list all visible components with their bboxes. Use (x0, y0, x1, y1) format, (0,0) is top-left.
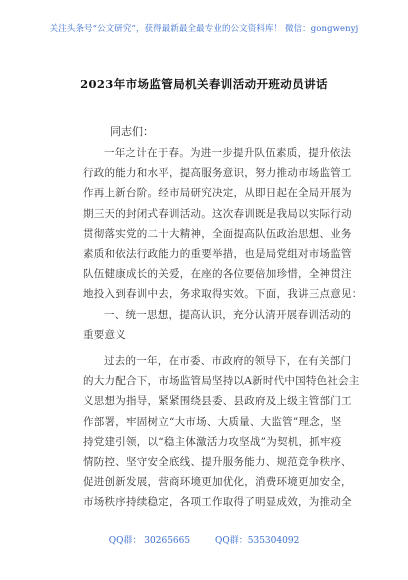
text-line: 情防控、坚守安全底线、提升服务能力、规范竞争秩序、 (83, 456, 352, 469)
footer-qq-group-2: QQ群：535304092 (215, 536, 300, 546)
paragraph-intro (83, 143, 363, 305)
text-line: 过去的一年，在市委、市政府的领导下，在有关部门 (104, 355, 352, 368)
text-line: 作再上新台阶。经市局研究决定，从即日起在全局开展为 (83, 187, 352, 200)
text-line: 促进创新发展，营商环境更加优化，消费环境更加安全， (83, 476, 352, 489)
text-line: 一、统一思想，提高认识，充分认清开展春训活动的 (104, 308, 352, 321)
text-line: 素质和依法行政能力的重要举措，也是局党组对市场监管 (83, 248, 352, 261)
document-body (83, 143, 363, 513)
text-line: 贯彻落实党的二十大精神，全面提高队伍政治思想、业务 (83, 227, 352, 240)
salutation: 同志们： (110, 125, 154, 138)
section-heading-1 (83, 305, 352, 345)
text-line: 期三天的封闭式春训活动。这次春训既是我局以实际行动 (83, 207, 352, 220)
text-line: 的大力配合下，市场监管局坚持以A新时代中国特色社会主 (83, 375, 360, 388)
text-line: 作部署，牢固树立“大市场、大质量、大监管”理念，坚 (83, 415, 342, 428)
text-line: 行政的能力和水平，提高服务意识，努力推动市场监管工 (83, 167, 352, 180)
footer-qq-group-1: QQ群： 30265665 (108, 536, 191, 546)
text-line: 一年之计在于春。为进一步提升队伍素质，提升依法 (104, 147, 352, 159)
text-line: 市场秩序持续稳定，各项工作取得了明显成效，为推动全 (83, 496, 352, 509)
header-banner: 关注头条号“公文研究”，获得最新最全最专业的公文资料库！ 微信：gongwenyj (49, 24, 359, 34)
paragraph-review (83, 351, 360, 513)
text-line: 重要意义 (83, 328, 126, 341)
text-line: 义思想为指导，紧紧围绕县委、县政府及上级主管部门工 (83, 395, 352, 408)
text-line: 地投入到春训中去，务求取得实效。下面，我讲三点意见： (83, 288, 363, 301)
text-line: 队伍健康成长的关爱，在座的各位要倍加珍惜，全神贯注 (83, 268, 352, 281)
footer-banner (0, 533, 408, 546)
document-title: 2023年市场监管局机关春训活动开班动员讲话 (80, 77, 328, 91)
text-line: 持党建引领，以“稳主体激活力攻坚战”为契机，抓牢疫 (83, 435, 342, 448)
